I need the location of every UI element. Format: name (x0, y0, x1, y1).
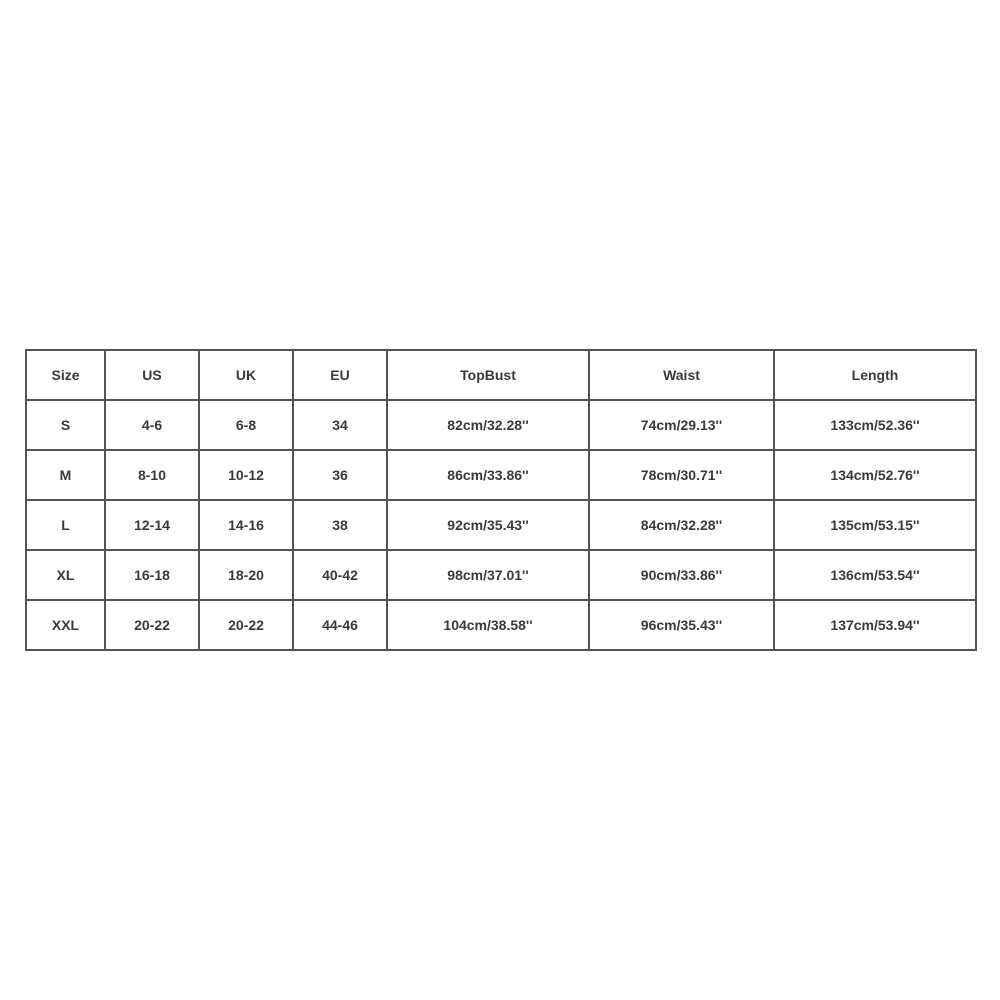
cell-waist: 78cm/30.71'' (589, 450, 774, 500)
cell-uk: 14-16 (199, 500, 293, 550)
cell-size: XL (26, 550, 105, 600)
size-chart-table (25, 349, 977, 651)
cell-waist: 74cm/29.13'' (589, 400, 774, 450)
cell-length: 134cm/52.76'' (774, 450, 976, 500)
cell-topbust: 98cm/37.01'' (387, 550, 589, 600)
cell-length: 136cm/53.54'' (774, 550, 976, 600)
cell-eu: 36 (293, 450, 387, 500)
table-row (26, 600, 976, 650)
cell-us: 8-10 (105, 450, 199, 500)
cell-waist: 96cm/35.43'' (589, 600, 774, 650)
cell-length: 135cm/53.15'' (774, 500, 976, 550)
cell-waist: 84cm/32.28'' (589, 500, 774, 550)
cell-eu: 40-42 (293, 550, 387, 600)
cell-size: XXL (26, 600, 105, 650)
table-row (26, 450, 976, 500)
header-length: Length (774, 350, 976, 400)
table-row (26, 500, 976, 550)
cell-uk: 20-22 (199, 600, 293, 650)
table-row (26, 550, 976, 600)
cell-eu: 44-46 (293, 600, 387, 650)
header-uk: UK (199, 350, 293, 400)
header-us: US (105, 350, 199, 400)
cell-us: 12-14 (105, 500, 199, 550)
cell-uk: 10-12 (199, 450, 293, 500)
cell-size: S (26, 400, 105, 450)
header-eu: EU (293, 350, 387, 400)
header-size: Size (26, 350, 105, 400)
header-waist: Waist (589, 350, 774, 400)
header-row (26, 350, 976, 400)
cell-uk: 18-20 (199, 550, 293, 600)
cell-eu: 38 (293, 500, 387, 550)
cell-size: L (26, 500, 105, 550)
cell-us: 20-22 (105, 600, 199, 650)
cell-topbust: 86cm/33.86'' (387, 450, 589, 500)
cell-us: 4-6 (105, 400, 199, 450)
cell-topbust: 104cm/38.58'' (387, 600, 589, 650)
table-row (26, 400, 976, 450)
header-topbust: TopBust (387, 350, 589, 400)
cell-topbust: 92cm/35.43'' (387, 500, 589, 550)
cell-size: M (26, 450, 105, 500)
cell-length: 137cm/53.94'' (774, 600, 976, 650)
cell-eu: 34 (293, 400, 387, 450)
cell-uk: 6-8 (199, 400, 293, 450)
cell-waist: 90cm/33.86'' (589, 550, 774, 600)
cell-us: 16-18 (105, 550, 199, 600)
cell-length: 133cm/52.36'' (774, 400, 976, 450)
cell-topbust: 82cm/32.28'' (387, 400, 589, 450)
